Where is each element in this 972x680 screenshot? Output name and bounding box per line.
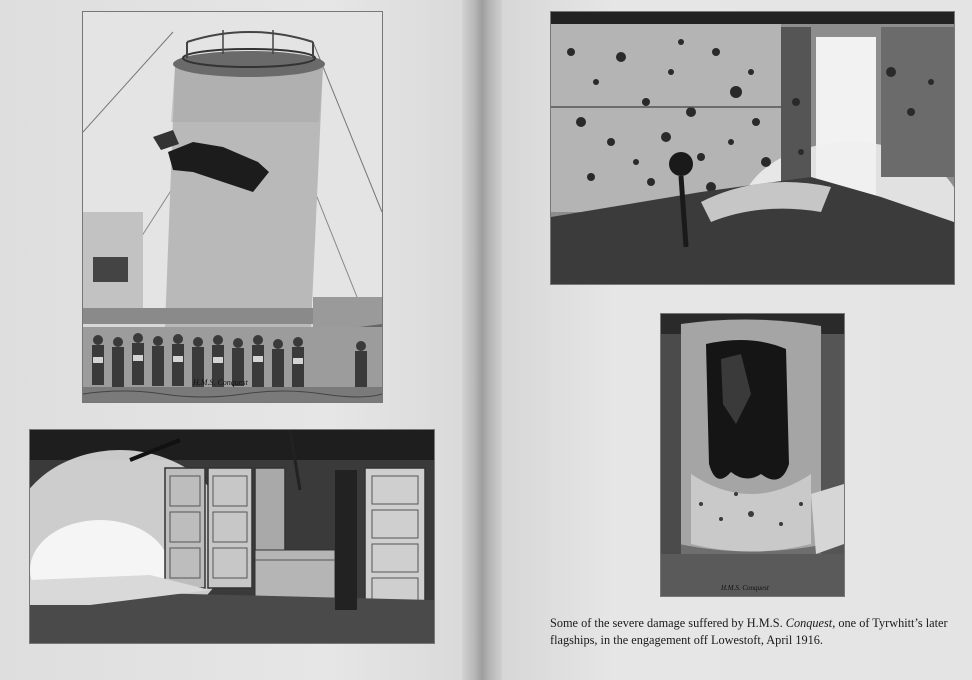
caption-text-end: , one of Tyrwhitt’s later flagships, in the engagement off Lowestoft, April 1916. [550,616,948,647]
photo-damaged-funnel [83,12,382,402]
photo-stamp-text: H.M.S. Conquest [721,584,769,592]
caption-text-start: Some of the severe damage suffered by H.M.S. [550,616,786,630]
photo-torn-bulkhead-opening [661,314,844,596]
photo-stamp-text: H.M.S. Conquest [193,378,248,387]
photo-wrecked-interior-cabinets [30,430,434,643]
photo-caption [550,615,960,649]
book-spine-gutter [462,0,502,680]
caption-ship-name: Conquest [785,616,833,630]
photo-shell-riddled-bulkhead [551,12,954,284]
